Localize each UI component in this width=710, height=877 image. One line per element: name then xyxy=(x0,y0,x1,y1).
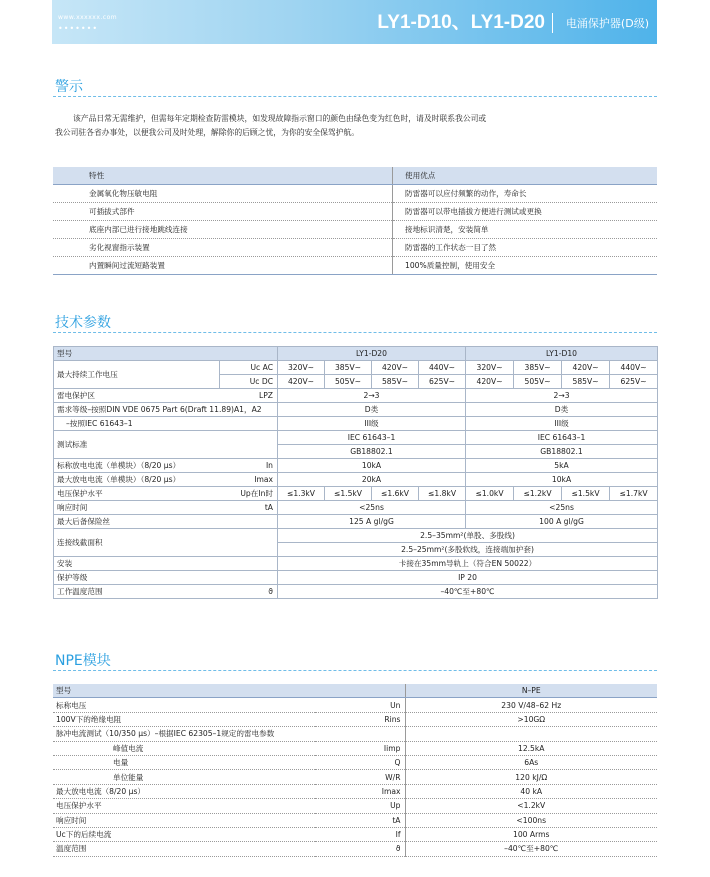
warning-title: 警示 xyxy=(55,79,83,95)
features-table xyxy=(53,167,657,275)
table-row xyxy=(54,571,658,585)
advantage-cell: 防雷器的工作状态一目了然 xyxy=(393,239,658,257)
up-d10-value: ≤1.5kV xyxy=(562,487,610,501)
ac-d20-value: 385V~ xyxy=(325,361,372,375)
npe-label: 峰值电流 xyxy=(53,741,315,755)
uc-dc-label: Uc DC xyxy=(220,375,278,389)
zone-d10: 2→3 xyxy=(466,389,658,403)
ac-d20-value: 320V~ xyxy=(278,361,325,375)
npe-title: NPE模块 xyxy=(55,653,111,669)
up-symbol: Up在In时 xyxy=(220,487,278,501)
fuse-d20: 125 A gl/gG xyxy=(278,515,466,529)
npe-table xyxy=(53,684,657,857)
npe-unit: ϑ xyxy=(315,842,405,856)
advantage-cell: 接地标识清楚，安装简单 xyxy=(393,221,658,239)
dc-d20-value: 625V~ xyxy=(419,375,466,389)
npe-value: 12.5kA xyxy=(405,741,657,755)
npe-label: 最大放电电流（8/20 μs） xyxy=(53,784,315,798)
req2-label: –按照IEC 61643–1 xyxy=(54,417,278,431)
table-row xyxy=(53,203,657,221)
dc-d10-value: 625V~ xyxy=(610,375,658,389)
imax-d20: 20kA xyxy=(278,473,466,487)
npe-unit: Up xyxy=(315,799,405,813)
temp-label: 工作温度范围 xyxy=(54,585,220,599)
test-label: 测试标准 xyxy=(54,431,278,459)
npe-value: 6As xyxy=(405,755,657,769)
table-row xyxy=(54,501,658,515)
decorative-dots: ••••••• xyxy=(58,24,99,33)
response-symbol: tA xyxy=(220,501,278,515)
table-row xyxy=(53,813,657,827)
table-row xyxy=(54,515,658,529)
advantage-cell: 防雷器可以带电插拔方便进行测试或更换 xyxy=(393,203,658,221)
imax-label: 最大放电电流（单模块）（8/20 μs） xyxy=(54,473,220,487)
in-label: 标称放电电流（单模块）（8/20 μs） xyxy=(54,459,220,473)
test2-d20: GB18802.1 xyxy=(278,445,466,459)
table-row xyxy=(54,459,658,473)
npe-divider xyxy=(53,670,657,671)
npe-unit: Imax xyxy=(315,784,405,798)
product-title: LY1-D10、LY1-D20 xyxy=(377,12,545,33)
warning-paragraph xyxy=(55,112,655,140)
table-row xyxy=(53,239,657,257)
warning-divider xyxy=(53,96,657,97)
website-url: www.xxxxxx.com xyxy=(58,14,118,21)
header-banner xyxy=(52,0,657,44)
title-divider xyxy=(552,13,553,33)
table-row xyxy=(54,487,658,501)
ac-d10-value: 440V~ xyxy=(610,361,658,375)
npe-label: 电压保护水平 xyxy=(53,799,315,813)
table-row xyxy=(54,403,658,417)
advantage-cell: 防雷器可以应付频繁的动作，寿命长 xyxy=(393,185,658,203)
npe-value: 40 kA xyxy=(405,784,657,798)
feature-cell: 金属氧化物压敏电阻 xyxy=(53,185,393,203)
npe-label: 响应时间 xyxy=(53,813,315,827)
table-row xyxy=(53,185,657,203)
npe-label: 脉冲电流测试（10/350 μs）–根据IEC 62305–1规定的雷电参数 xyxy=(53,727,405,741)
table-row xyxy=(54,431,658,445)
npe-value: <100ns xyxy=(405,813,657,827)
tech-header-d20: LY1-D20 xyxy=(278,347,466,361)
temp-symbol: ϑ xyxy=(220,585,278,599)
npe-value: 100 Arms xyxy=(405,827,657,841)
tech-header-d10: LY1-D10 xyxy=(466,347,658,361)
up-d20-value: ≤1.3kV xyxy=(278,487,325,501)
npe-label: 电量 xyxy=(53,755,315,769)
up-d10-value: ≤1.7kV xyxy=(610,487,658,501)
npe-value: >10GΩ xyxy=(405,712,657,726)
test1-d20: IEC 61643–1 xyxy=(278,431,466,445)
table-row xyxy=(53,221,657,239)
install-value: 卡接在35mm导轨上（符合EN 50022） xyxy=(278,557,658,571)
npe-label: 标称电压 xyxy=(53,698,315,712)
table-row xyxy=(53,712,657,726)
table-row xyxy=(54,529,658,543)
ac-d10-value: 320V~ xyxy=(466,361,514,375)
in-d20: 10kA xyxy=(278,459,466,473)
tech-table xyxy=(53,346,658,599)
feature-cell: 劣化视窗指示装置 xyxy=(53,239,393,257)
zone-symbol: LPZ xyxy=(220,389,278,403)
table-row xyxy=(54,389,658,403)
in-symbol: In xyxy=(220,459,278,473)
table-row xyxy=(53,741,657,755)
req1-d10: D类 xyxy=(466,403,658,417)
up-d10-value: ≤1.2kV xyxy=(514,487,562,501)
table-row xyxy=(53,799,657,813)
table-row xyxy=(54,557,658,571)
warning-line-2: 我公司驻各省办事处，以便我公司及时处理，解除你的后顾之忧，为你的安全保驾护航。 xyxy=(55,128,360,137)
npe-unit: Rins xyxy=(315,712,405,726)
npe-label: 温度范围 xyxy=(53,842,315,856)
npe-value: 120 kJ/Ω xyxy=(405,770,657,784)
tech-title: 技术参数 xyxy=(55,315,111,331)
npe-value: –40℃至+80℃ xyxy=(405,842,657,856)
npe-value: N–PE xyxy=(405,684,657,698)
table-row xyxy=(54,473,658,487)
req1-d20: D类 xyxy=(278,403,466,417)
dc-d20-value: 585V~ xyxy=(372,375,419,389)
req2-d10: III级 xyxy=(466,417,658,431)
table-row xyxy=(53,827,657,841)
response-d10: <25ns xyxy=(466,501,658,515)
fuse-label: 最大后备保险丝 xyxy=(54,515,278,529)
npe-label: 单位能量 xyxy=(53,770,315,784)
wire-solid-value: 2.5–35mm²(单股、多股线) xyxy=(278,529,658,543)
npe-unit: W/R xyxy=(315,770,405,784)
install-label: 安装 xyxy=(54,557,278,571)
npe-value xyxy=(405,727,657,741)
ac-d10-value: 420V~ xyxy=(562,361,610,375)
temp-value: –40℃至+80℃ xyxy=(278,585,658,599)
npe-unit: Q xyxy=(315,755,405,769)
table-row xyxy=(53,770,657,784)
dc-d10-value: 505V~ xyxy=(514,375,562,389)
features-header-row xyxy=(53,167,657,185)
zone-label: 雷电保护区 xyxy=(54,389,220,403)
npe-value: 230 V/48–62 Hz xyxy=(405,698,657,712)
fuse-d10: 100 A gl/gG xyxy=(466,515,658,529)
dc-d20-value: 505V~ xyxy=(325,375,372,389)
up-d20-value: ≤1.6kV xyxy=(372,487,419,501)
npe-header-row xyxy=(53,684,657,698)
features-header-feature: 特性 xyxy=(53,167,393,185)
test2-d10: GB18802.1 xyxy=(466,445,658,459)
in-d10: 5kA xyxy=(466,459,658,473)
npe-unit xyxy=(315,684,405,698)
tech-divider xyxy=(53,332,657,333)
up-label: 电压保护水平 xyxy=(54,487,220,501)
table-row xyxy=(53,727,657,741)
wire-flex-value: 2.5–25mm²(多股软线，连接端加护套) xyxy=(278,543,658,557)
up-d10-value: ≤1.0kV xyxy=(466,487,514,501)
table-row xyxy=(54,585,658,599)
table-row xyxy=(54,361,658,375)
npe-value: <1.2kV xyxy=(405,799,657,813)
warning-line-1: 该产品日常无需维护，但需每年定期检查防雷模块，如发现故障指示窗口的颜色由绿色变为红色时，请及时联系我公司或 xyxy=(73,114,487,123)
zone-d20: 2→3 xyxy=(278,389,466,403)
response-label: 响应时间 xyxy=(54,501,220,515)
npe-label: 100V下的绝缘电阻 xyxy=(53,712,315,726)
feature-cell: 内置瞬间过流短路装置 xyxy=(53,257,393,275)
features-header-advantage: 使用优点 xyxy=(393,167,658,185)
npe-unit: If xyxy=(315,827,405,841)
imax-symbol: Imax xyxy=(220,473,278,487)
table-row xyxy=(53,784,657,798)
npe-unit: Iimp xyxy=(315,741,405,755)
dc-d20-value: 420V~ xyxy=(278,375,325,389)
npe-unit: Un xyxy=(315,698,405,712)
dc-d10-value: 585V~ xyxy=(562,375,610,389)
advantage-cell: 100%质量控制，使用安全 xyxy=(393,257,658,275)
npe-unit: tA xyxy=(315,813,405,827)
dc-d10-value: 420V~ xyxy=(466,375,514,389)
ip-label: 保护等级 xyxy=(54,571,278,585)
max-voltage-label: 最大持续工作电压 xyxy=(54,361,220,389)
ac-d20-value: 440V~ xyxy=(419,361,466,375)
req2-d20: III级 xyxy=(278,417,466,431)
table-row xyxy=(53,698,657,712)
response-d20: <25ns xyxy=(278,501,466,515)
req1-label: 需求等级–按照DIN VDE 0675 Part 6(Draft 11.89)A1，A2 xyxy=(54,403,278,417)
table-row xyxy=(54,417,658,431)
table-row xyxy=(53,257,657,275)
feature-cell: 底座内部已进行接地跳线连接 xyxy=(53,221,393,239)
uc-ac-label: Uc AC xyxy=(220,361,278,375)
table-row xyxy=(53,755,657,769)
npe-label: Uc下的后续电流 xyxy=(53,827,315,841)
wire-label: 连接线截面积 xyxy=(54,529,278,557)
up-d20-value: ≤1.8kV xyxy=(419,487,466,501)
table-row xyxy=(53,842,657,856)
product-subtitle: 电涌保护器(D级) xyxy=(565,17,649,30)
ac-d20-value: 420V~ xyxy=(372,361,419,375)
ac-d10-value: 385V~ xyxy=(514,361,562,375)
ip-value: IP 20 xyxy=(278,571,658,585)
imax-d10: 10kA xyxy=(466,473,658,487)
tech-header-row xyxy=(54,347,658,361)
up-d20-value: ≤1.5kV xyxy=(325,487,372,501)
npe-label: 型号 xyxy=(53,684,315,698)
test1-d10: IEC 61643–1 xyxy=(466,431,658,445)
feature-cell: 可插拔式部件 xyxy=(53,203,393,221)
tech-header-model: 型号 xyxy=(54,347,278,361)
